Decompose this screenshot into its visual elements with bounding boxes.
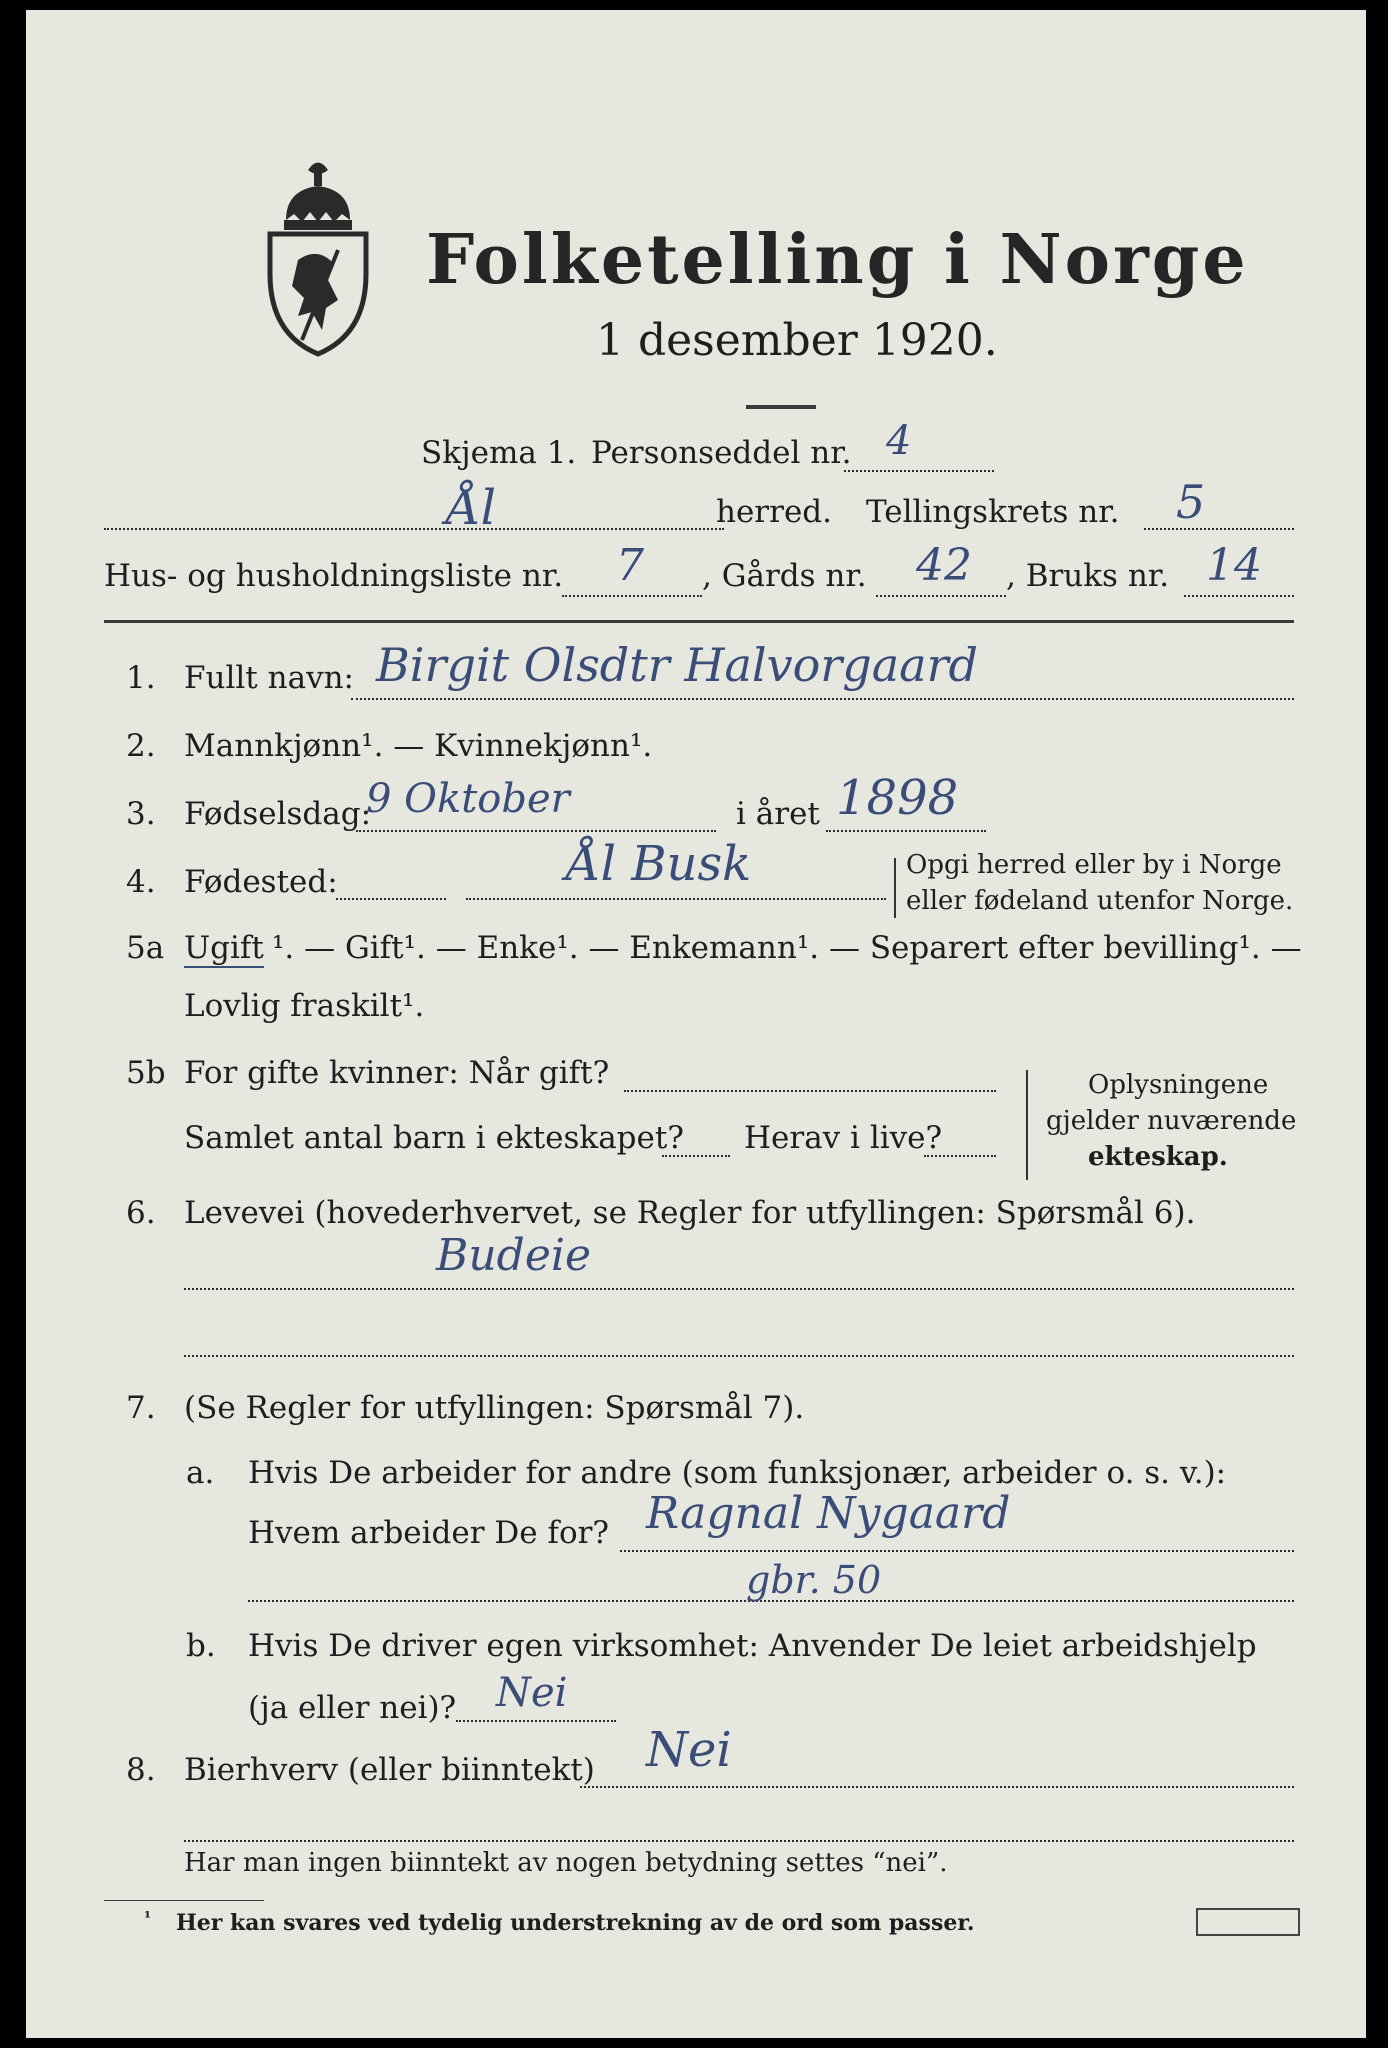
q8-dots1 (580, 1786, 1294, 1788)
tellingskrets-value: 5 (1176, 475, 1206, 529)
personseddel-value: 4 (886, 418, 912, 464)
q7a-value2: gbr. 50 (746, 1558, 882, 1602)
q7b-label: Hvis De driver egen virksomhet: Anvender De leiet arbeidshjelp (248, 1628, 1257, 1664)
q6-dots1 (184, 1288, 1294, 1290)
q3-year: 1898 (836, 770, 959, 826)
q1-dots (351, 698, 1294, 700)
q5b-note-line1: Oplysningene (1088, 1070, 1269, 1100)
q7-label: (Se Regler for utfyllingen: Spørsmål 7). (184, 1390, 805, 1426)
footnote-rule (104, 1900, 264, 1901)
q7b-value: Nei (496, 1670, 568, 1716)
q8-number: 8. (126, 1752, 156, 1788)
q4-note-line2: eller fødeland utenfor Norge. (906, 886, 1294, 916)
personseddel-label: Personseddel nr. (591, 435, 852, 471)
q4-dots-b (466, 898, 886, 900)
q7b-label2: (ja eller nei)? (248, 1690, 457, 1726)
tellingskrets-dots (1144, 528, 1294, 530)
q5b-note-line2: gjelder nuværende (1046, 1106, 1297, 1136)
gards-dots (876, 595, 1006, 597)
biinntekt-note: Har man ingen biinntekt av nogen betydning settes “nei”. (184, 1848, 948, 1878)
gards-label: , Gårds nr. (702, 558, 867, 594)
q7a-letter: a. (186, 1455, 215, 1491)
herred-value: Ål (446, 480, 497, 536)
census-form (26, 10, 1366, 2038)
tellingskrets-label: Tellingskrets nr. (866, 494, 1120, 530)
q7b-dots (456, 1720, 616, 1722)
herred-dots (104, 528, 724, 530)
q4-number: 4. (126, 864, 156, 900)
q6-value: Budeie (436, 1230, 591, 1281)
q7-number: 7. (126, 1390, 156, 1426)
q5a-options: ¹. — Gift¹. — Enke¹. — Enkemann¹. — Separert efter bevilling¹. — (272, 930, 1302, 966)
q7b-letter: b. (186, 1628, 216, 1664)
q6-label: Levevei (hovederhvervet, se Regler for utfyllingen: Spørsmål 6). (184, 1195, 1196, 1231)
q4-bracket (894, 858, 900, 918)
q5b-dots3 (924, 1155, 996, 1157)
q2-label: Mannkjønn¹. — Kvinnekjønn¹. (184, 728, 653, 764)
q3-year-label: i året (736, 796, 820, 832)
gards-value: 42 (916, 540, 972, 591)
footnote-text: Her kan svares ved tydelig understrekning av de ord som passer. (176, 1910, 975, 1936)
bruks-label: , Bruks nr. (1006, 558, 1170, 594)
q6-dots2 (184, 1355, 1294, 1357)
title-divider (746, 405, 816, 409)
q5b-dots2 (662, 1155, 730, 1157)
header-rule (104, 620, 1294, 623)
q3-label: Fødselsdag: (184, 796, 372, 832)
q1-number: 1. (126, 660, 156, 696)
q4-label: Fødested: (184, 864, 338, 900)
q6-number: 6. (126, 1195, 156, 1231)
footnote-mark: ¹ (144, 1908, 152, 1927)
q5b-note-line3: ekteskap. (1088, 1142, 1228, 1172)
bruks-dots (1184, 595, 1294, 597)
printer-stamp (1196, 1908, 1300, 1936)
q1-label: Fullt navn: (184, 660, 354, 696)
q3-value: 9 Oktober (366, 776, 570, 822)
hus-dots (562, 595, 702, 597)
q3-year-dots (826, 830, 986, 832)
hus-value: 7 (616, 540, 644, 591)
bruks-value: 14 (1206, 540, 1262, 591)
personseddel-dots (844, 470, 994, 472)
herred-label: herred. (716, 494, 832, 530)
skjema-label: Skjema 1. (421, 435, 577, 471)
q3-number: 3. (126, 796, 156, 832)
coat-of-arms-icon (258, 150, 378, 360)
census-date: 1 desember 1920. (596, 315, 998, 366)
q5b-label3: Herav i live? (744, 1120, 943, 1156)
q4-value: Ål Busk (566, 836, 752, 892)
hus-label: Hus- og husholdningsliste nr. (104, 558, 564, 594)
q7a-value: Ragnal Nygaard (646, 1488, 1011, 1539)
q2-number: 2. (126, 728, 156, 764)
q5a-line2: Lovlig fraskilt¹. (184, 988, 425, 1024)
q5b-number: 5b (126, 1055, 166, 1091)
form-title: Folketelling i Norge (426, 220, 1249, 300)
q5b-dots1 (624, 1090, 996, 1092)
q7a-label2: Hvem arbeider De for? (248, 1515, 610, 1551)
q5a-ugift-underlined: Ugift (184, 930, 264, 966)
q5a-number: 5a (126, 930, 165, 966)
q5b-label1: For gifte kvinner: Når gift? (184, 1055, 610, 1091)
q8-value: Nei (646, 1722, 732, 1778)
q4-dots-a (336, 898, 446, 900)
q8-dots2 (184, 1840, 1294, 1842)
q1-value: Birgit Olsdtr Halvorgaard (376, 638, 978, 692)
q5b-label2: Samlet antal barn i ekteskapet? (184, 1120, 684, 1156)
q7a-label: Hvis De arbeider for andre (som funksjonær, arbeider o. s. v.): (248, 1455, 1227, 1491)
q3-dots (356, 830, 716, 832)
q8-label: Bierhverv (eller biinntekt) (184, 1752, 595, 1788)
q5b-bracket (1026, 1070, 1036, 1180)
q4-note-line1: Opgi herred eller by i Norge (906, 850, 1282, 880)
q7a-dots1 (620, 1550, 1294, 1552)
